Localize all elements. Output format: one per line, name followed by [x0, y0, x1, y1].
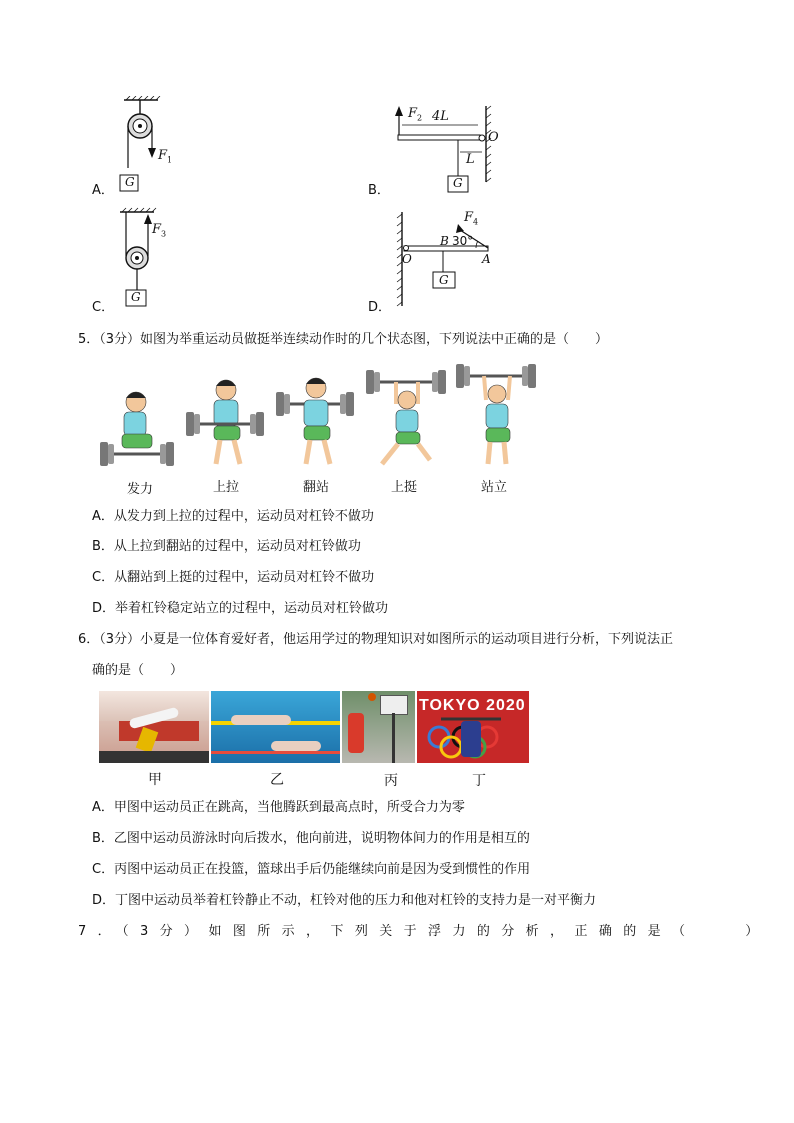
q4-option-c	[92, 206, 212, 310]
length-label-short: L	[466, 152, 475, 167]
pose-label: 站立	[480, 480, 507, 495]
photo-label: 丙	[384, 773, 398, 789]
q6-stem-line1: 6．（3分）小夏是一位体育爱好者，他运用学过的物理知识对如图所示的运动项目进行分析，下列说法正	[78, 632, 674, 647]
q5-option-d: D．举着杠铃稳定站立的过程中，运动员对杠铃做功	[92, 601, 389, 616]
weight-label: G	[453, 176, 463, 190]
option-letter: A．	[92, 183, 114, 198]
q6-stem-line2: 确的是（ ）	[92, 663, 184, 678]
point-b-label: B	[440, 234, 449, 248]
weight-label: G	[439, 273, 449, 287]
force-label: $F_4$	[464, 210, 479, 227]
photo-label: 丁	[472, 773, 486, 789]
photo-label: 甲	[148, 772, 162, 788]
q6-option-a: A．甲图中运动员正在跳高，当他腾跃到最高点时，所受合力为零	[92, 800, 465, 815]
pose-label: 上挺	[390, 480, 417, 495]
point-o-label: O	[402, 252, 412, 266]
length-label-long: 4L	[432, 109, 449, 124]
pivot-label: O	[488, 130, 499, 145]
photo-swimming	[211, 691, 340, 763]
q6-option-c: C．丙图中运动员正在投篮，篮球出手后仍能继续向前是因为受到惯性的作用	[92, 862, 531, 877]
q6-option-d: D．丁图中运动员举着杠铃静止不动，杠铃对他的压力和他对杠铃的支持力是一对平衡力	[92, 893, 597, 908]
force-label: $F_3$	[152, 222, 167, 239]
pose-label: 发力	[126, 482, 153, 497]
q6-option-b: B．乙图中运动员游泳时向后拨水，他向前进，说明物体间力的作用是相互的	[92, 831, 530, 846]
q4-option-b	[390, 100, 530, 196]
q4-option-d	[390, 208, 520, 308]
q5-option-b: B．从上拉到翻站的过程中，运动员对杠铃做功	[92, 539, 361, 554]
weight-label: G	[131, 290, 141, 304]
q5-stem: 5．（3分）如图为举重运动员做挺举连续动作时的几个状态图，下列说法中正确的是（ ）	[78, 332, 609, 347]
point-a-label: A	[482, 252, 491, 266]
option-letter: D．	[368, 300, 392, 315]
tokyo-logo-text: TOKYO 2020	[419, 697, 526, 714]
q5-option-a: A．从发力到上拉的过程中，运动员对杠铃不做功	[92, 509, 374, 524]
pose-label: 翻站	[302, 480, 329, 495]
photo-high-jump	[99, 691, 209, 763]
photo-label: 乙	[270, 772, 284, 788]
force-label: $F_1$	[158, 148, 173, 165]
photo-weightlifting	[417, 691, 529, 763]
weightlifter-sequence-image	[96, 360, 546, 470]
angle-label: 30°	[452, 234, 474, 248]
photo-basketball	[342, 691, 415, 763]
option-letter: B．	[368, 183, 390, 198]
weightlifter-illustration	[96, 360, 546, 470]
option-letter: C．	[92, 300, 115, 315]
pose-label: 上拉	[212, 480, 239, 495]
q7-stem: 7．（3分）如图所示，下列关于浮力的分析，正确的是（ ）	[78, 924, 770, 939]
weight-label: G	[125, 175, 135, 189]
q5-option-c: C．从翻站到上挺的过程中，运动员对杠铃不做功	[92, 570, 375, 585]
force-label: $F_2$	[408, 106, 423, 123]
